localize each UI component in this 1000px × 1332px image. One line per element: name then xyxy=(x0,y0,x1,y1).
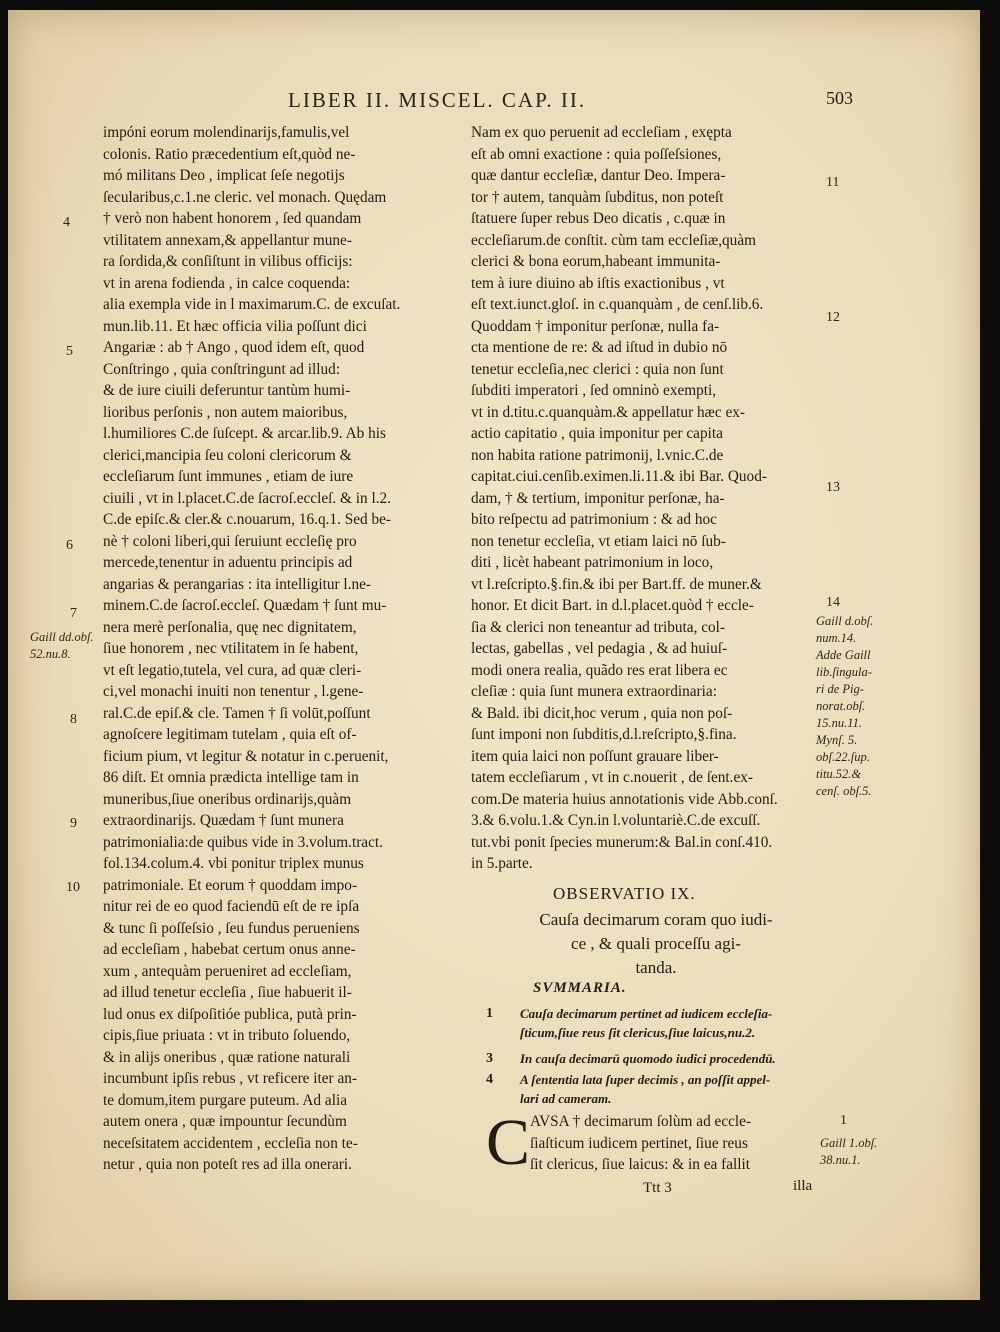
margin-number: 9 xyxy=(70,816,77,831)
observatio-title-line: ce , & quali proceſſu agi- xyxy=(571,934,741,953)
text-line: muneribus,ſiue oneribus ordinarijs,quàm xyxy=(103,790,352,808)
text-line: & de iure ciuili deferuntur tantùm humi- xyxy=(103,382,351,399)
margin-number: 8 xyxy=(70,712,77,727)
margin-note xyxy=(820,1135,877,1169)
text-line: lud onus ex diſpoſitióe publica, putà prin- xyxy=(103,1005,357,1023)
text-line: honor. Et dicit Bart. in d.l.placet.quòd † eccle- xyxy=(471,597,754,614)
text-line: cipis,ſiue priuata : vt in tributo ſoluendo, xyxy=(103,1027,351,1044)
catchword: illa xyxy=(793,1178,813,1194)
text-line: vt eſt legatio,tutela, vel cura, ad quæ cleri- xyxy=(103,661,362,679)
margin-note-line: norat.obſ. xyxy=(816,699,866,713)
margin-note-line: cenſ. obſ.5. xyxy=(816,784,872,798)
observatio-heading: OBSERVATIO IX. xyxy=(553,884,696,903)
text-line: ci,vel monachi inuiti non tenentur , l.gene- xyxy=(103,683,364,700)
margin-note-line: 38.nu.1. xyxy=(820,1153,861,1167)
text-line: capitat.ciui.cenſib.eximen.li.11.& ibi Bar. Quod- xyxy=(471,468,767,485)
margin-note-line: Gaill 1.obſ. xyxy=(820,1136,878,1150)
observatio-title-line: tanda. xyxy=(635,958,677,977)
text-line: eccleſiarum.de conſtit. cùm tam eccleſiæ,quàm xyxy=(471,231,757,249)
text-line: clerici,mancipia ſeu coloni clericorum & xyxy=(103,446,352,464)
text-line: l.humiliores C.de ſuſcept. & arcar.lib.9. Ab his xyxy=(103,425,386,442)
text-line: ral.C.de epiſ.& cle. Tamen † ſi volūt,poſſunt xyxy=(103,704,371,722)
text-line: lectas, gabellas , vel pedagia , & ad huiuſ- xyxy=(471,640,728,657)
observatio-title-line: Cauſa decimarum coram quo iudi- xyxy=(539,910,773,929)
text-line: fol.134.colum.4. vbi ponitur triplex munus xyxy=(103,855,364,872)
text-line: mun.lib.11. Et hæc officia vilia poſſunt dici xyxy=(103,317,367,335)
summaria-label: SVMMARIA. xyxy=(533,980,627,996)
text-line: tatem eccleſiarum , vt in c.nouerit , de ſent.ex- xyxy=(471,769,754,786)
margin-number: 13 xyxy=(826,480,840,495)
text-line: patrimonialia:de quibus vide in 3.volum.tract. xyxy=(103,833,383,851)
signature-mark: Ttt 3 xyxy=(643,1180,672,1196)
margin-note-line: titu.52.& xyxy=(816,767,862,781)
text-line: cleſiæ : quia ſunt munera extraordinaria: xyxy=(471,683,717,700)
summary-line: ſticum,ſiue reus ſit clericus,ſiue laicus,nu.2. xyxy=(520,1025,756,1040)
summary-number: 4 xyxy=(486,1072,493,1087)
observatio-body-line: ſit clericus, ſiue laicus: & in ea fallit xyxy=(530,1156,751,1173)
text-line: mercede,tenentur in aduentu principis ad xyxy=(103,554,353,571)
text-line: agnoſcere legitimam tutelam , quia eſt of- xyxy=(103,726,357,743)
text-line: neceſsitatem accidentem , eccleſia non te- xyxy=(103,1134,358,1152)
text-line: tenetur eccleſia,nec clerici : quia non ſunt xyxy=(471,360,724,378)
text-line: 3.& 6.volu.1.& Cyn.in l.voluntariè.C.de excuſſ. xyxy=(471,812,761,829)
text-line: nitur rei de eo quod faciendū eſt de re ipſa xyxy=(103,898,360,915)
summary-line: Cauſa decimarum pertinet ad iudicem eccleſia- xyxy=(520,1006,773,1021)
margin-note-line: Gaill d.obſ. xyxy=(816,614,874,628)
text-line: ſia & clerici non teneantur ad tributa, col- xyxy=(471,618,725,636)
text-line: angarias & perangarias : ita intelligitur l.ne- xyxy=(103,575,372,593)
margin-note-line: Mynſ. 5. xyxy=(816,733,858,747)
summary-item xyxy=(520,1004,772,1042)
margin-note-line: num.14. xyxy=(816,631,857,645)
summary-line: A ſententia lata ſuper decimis , an poſſit appel- xyxy=(520,1072,771,1087)
text-line: colonis. Ratio præcedentium eſt,quòd ne- xyxy=(103,145,356,163)
text-line: minem.C.de ſacroſ.eccleſ. Quædam † ſunt mu- xyxy=(103,597,387,614)
margin-note-line: Adde Gaill xyxy=(816,648,871,662)
text-line: 86 diſt. Et omnia prædicta intellige tam in xyxy=(103,769,359,786)
margin-note-line: lib.ſingula- xyxy=(816,665,872,679)
text-line: extraordinarijs. Quædam † ſunt munera xyxy=(103,812,344,829)
observatio-body xyxy=(530,1111,751,1176)
right-text-column xyxy=(471,122,831,875)
text-line: netur , quia non poteſt res ad illa onerari. xyxy=(103,1156,352,1173)
margin-number: 10 xyxy=(66,880,80,895)
text-line: ſunt imponi non ſubditis,d.l.reſcripto,§.fina. xyxy=(471,726,737,743)
text-line: dam, † & tertium, imponitur perſonæ, ha- xyxy=(471,489,725,507)
margin-number: 7 xyxy=(70,606,77,621)
book-page xyxy=(8,10,980,1300)
margin-number: 1 xyxy=(840,1113,847,1128)
margin-note-line: 52.nu.8. xyxy=(30,647,71,661)
observatio-body-line: ſiaſticum iudicem pertinet, ſiue reus xyxy=(530,1134,748,1152)
summary-item xyxy=(520,1070,770,1108)
text-line: in 5.parte. xyxy=(471,855,533,872)
margin-number: 4 xyxy=(63,215,70,230)
text-line: ra ſordida,& conſiſtunt in vilibus officijs: xyxy=(103,253,353,270)
summary-line: In cauſa decimarū quomodo iudici procedendū. xyxy=(520,1051,776,1066)
text-line: item quia laici non poſſunt grauare liber- xyxy=(471,747,719,765)
text-line: autem onera , quæ impountur ſecundùm xyxy=(103,1113,347,1130)
summary-number: 3 xyxy=(486,1051,493,1066)
text-line: nera merè perſonalia, quę nec dignitatem, xyxy=(103,618,357,636)
text-line: xum , antequàm perueniret ad eccleſiam, xyxy=(103,962,352,980)
text-line: & tunc ſi poſſeſsio , ſeu fundus perueniens xyxy=(103,919,360,937)
text-line: actio capitatio , quia imponitur per capita xyxy=(471,425,723,442)
text-line: Nam ex quo peruenit ad eccleſiam , exępta xyxy=(471,124,732,141)
text-line: Conſtringo , quia conſtringunt ad illud: xyxy=(103,360,341,378)
text-line: non habita ratione patrimonij, l.vnic.C.de xyxy=(471,446,724,464)
text-line: ſubditi imperatori , ſed omninò exempti, xyxy=(471,382,717,399)
margin-number: 6 xyxy=(66,538,73,553)
margin-note xyxy=(30,629,94,663)
margin-number: 12 xyxy=(826,310,840,325)
text-line: alia exempla vide in l maximarum.C. de excuſat. xyxy=(103,296,401,313)
text-line: ſecularibus,c.1.ne cleric. vel monach. Quędam xyxy=(103,188,387,206)
text-line: modi onera realia, quãdo res erat libera ec xyxy=(471,661,728,679)
text-line: tut.vbi ponit ſpecies munerum:& Bal.in conſ.410. xyxy=(471,833,773,851)
text-line: Quoddam † imponitur perſonæ, nulla fa- xyxy=(471,317,720,335)
summary-item xyxy=(520,1049,776,1068)
text-line: te domum,item purgare puteum. Ad alia xyxy=(103,1091,347,1109)
text-line: eſt ab omni exactione : quia poſſeſsiones, xyxy=(471,145,722,163)
text-line: ficium pium, vt legitur & notatur in c.peruenit, xyxy=(103,747,389,765)
observatio-title xyxy=(486,908,826,980)
margin-note-line: Gaill dd.obſ. xyxy=(30,630,94,644)
text-line: patrimoniale. Et eorum † quoddam impo- xyxy=(103,876,358,894)
text-line: ciuili , vt in l.placet.C.de ſacroſ.eccleſ. & in l.2. xyxy=(103,489,392,507)
margin-note-line: obſ.22.ſup. xyxy=(816,750,870,764)
text-line: impóni eorum molendinarijs,famulis,vel xyxy=(103,124,350,141)
margin-number: 14 xyxy=(826,595,840,610)
text-line: diti , licèt habeant patrimonium in loco, xyxy=(471,554,714,571)
margin-note-line: 15.nu.11. xyxy=(816,716,862,730)
text-line: ad illud tenetur eccleſia , ſiue habuerit il- xyxy=(103,984,352,1001)
text-line: Angariæ : ab † Ango , quod idem eſt, quod xyxy=(103,339,365,356)
text-line: quæ dantur eccleſiæ, dantur Deo. Impera- xyxy=(471,167,726,184)
text-line: vt in d.titu.c.quanquàm.& appellatur hæc ex- xyxy=(471,403,745,421)
margin-number: 11 xyxy=(826,175,840,190)
page-number: 503 xyxy=(826,88,853,108)
text-line: & Bald. ibi dicit,hoc verum , quia non poſ- xyxy=(471,704,733,722)
text-line: ſtatuere ſuper rebus Deo dicatis , c.quæ in xyxy=(471,210,726,227)
text-line: incumbunt ipſis rebus , vt reficere iter an- xyxy=(103,1070,358,1087)
text-line: com.De materia huius annotationis vide Abb.conſ. xyxy=(471,790,778,808)
text-line: vt in arena fodienda , in calce coquenda: xyxy=(103,274,351,292)
summary-number: 1 xyxy=(486,1006,493,1021)
text-line: ſiue honorem , nec vtilitatem in ſe habent, xyxy=(103,640,359,657)
text-line: cta mentione de re: & ad iſtud in dubio nō xyxy=(471,339,728,356)
running-head: LIBER II. MISCEL. CAP. II. xyxy=(288,88,587,112)
text-line: eccleſiarum ſunt immunes , etiam de iure xyxy=(103,468,354,485)
text-line: vtilitatem annexam,& appellantur mune- xyxy=(103,231,352,249)
text-line: & in alijs oneribus , quæ ratione naturali xyxy=(103,1048,351,1066)
text-line: lioribus perſonis , non autem maioribus, xyxy=(103,403,348,421)
text-line: ad eccleſiam , habebat certum onus anne- xyxy=(103,941,356,958)
text-line: non tenetur eccleſia, vt etiam laici nō ſub- xyxy=(471,532,726,550)
text-line: clerici & bona eorum,habeant immunita- xyxy=(471,253,721,270)
observatio-body-line: AVSA † decimarum ſolùm ad eccle- xyxy=(530,1113,752,1130)
text-line: C.de epiſc.& cler.& c.nouarum, 16.q.1. Sed be- xyxy=(103,511,392,528)
text-line: vt l.reſcripto.§.fin.& ibi per Bart.ff. de muner.& xyxy=(471,575,762,593)
left-text-column xyxy=(103,122,468,1176)
margin-note xyxy=(816,613,873,800)
text-line: tem à iure diuino ab iſtis exactionibus , vt xyxy=(471,274,725,292)
text-line: † verò non habent honorem , ſed quandam xyxy=(103,210,362,227)
text-line: tor † autem, tanquàm ſubditus, non poteſt xyxy=(471,188,724,206)
text-line: mó militans Deo , implicat ſeſe negotijs xyxy=(103,167,345,184)
text-line: nè † coloni liberi,qui ſeruiunt eccleſię pro xyxy=(103,532,357,550)
text-line: eſt text.iunct.gloſ. in c.quanquàm , de cenſ.lib.6. xyxy=(471,296,764,313)
drop-cap: C xyxy=(486,1106,531,1179)
text-line: bito reſpectu ad patrimonium : & ad hoc xyxy=(471,511,717,528)
margin-number: 5 xyxy=(66,344,73,359)
margin-note-line: ri de Pig- xyxy=(816,682,864,696)
summary-line: lari ad cameram. xyxy=(520,1091,612,1106)
